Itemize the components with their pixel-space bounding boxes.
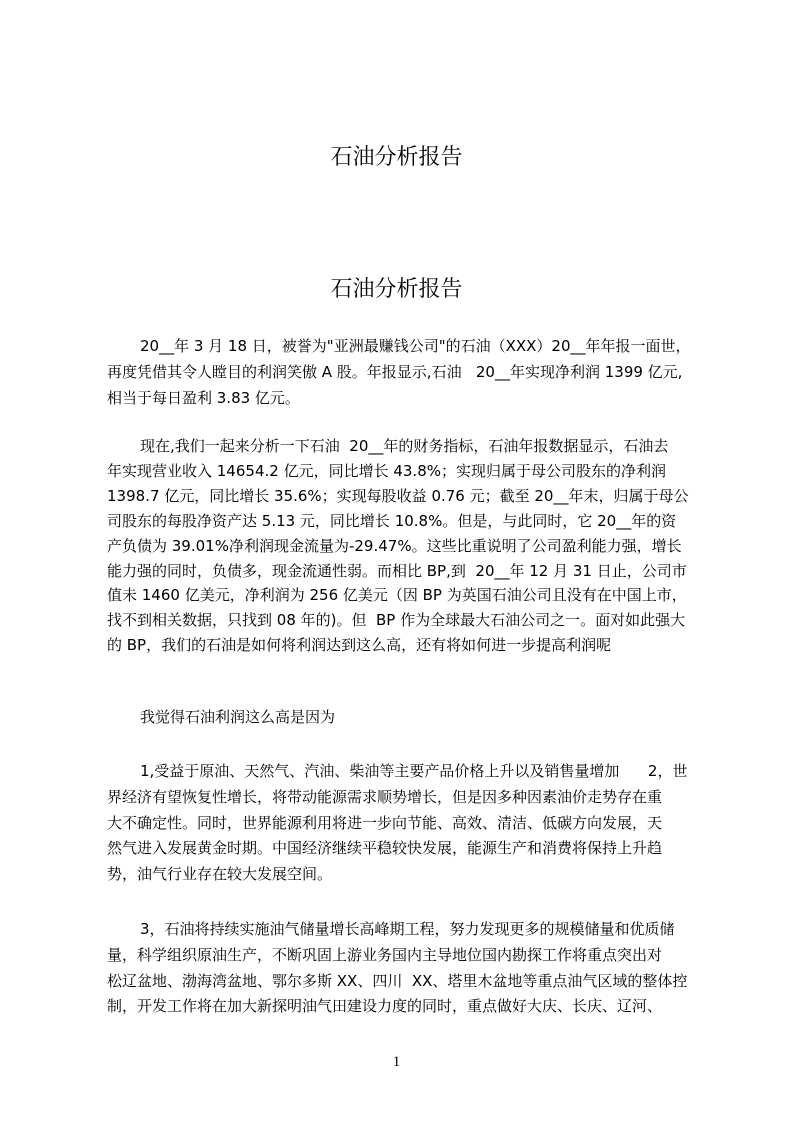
paragraph-reason-intro bbox=[107, 705, 777, 731]
text-line: 3，石油将持续实施油气储量增长高峰期工程，努力发现更多的规模储量和优质储 bbox=[140, 920, 675, 938]
text-line: 的 BP，我们的石油是如何将利润达到这么高，还有将如何进一步提高利润呢 bbox=[107, 636, 612, 655]
text-line: 司股东的每股净资产达 5.13 元，同比增长 10.8%。但是，与此同时，它 20__年的资 bbox=[107, 511, 677, 530]
document-title: 石油分析报告 bbox=[330, 277, 463, 302]
text-line: 界经济有望恢复性增长，将带动能源需求顺势增长，但是因多种因素油价走势存在重 bbox=[107, 787, 663, 806]
text-line: 相当于每日盈利 3.83 亿元。 bbox=[107, 388, 300, 407]
text-line: 能力强的同时，负债多，现金流通性弱。而相比 BP,到 20__年 12 月 31 日止，公司市 bbox=[107, 561, 687, 580]
text-line: 找不到相关数据，只找到 08 年的)。但 BP 作为全球最大石油公司之一。面对如此强大 bbox=[107, 611, 686, 630]
text-line: 产负债为 39.01%净利润现金流量为-29.47%。这些比重说明了公司盈利能力强，增长 bbox=[107, 536, 682, 555]
paragraph-financials bbox=[107, 434, 777, 658]
text-line: 现在,我们一起来分析一下石油 20__年的财务指标，石油年报数据显示，石油去 bbox=[140, 437, 669, 455]
text-line: 年实现营业收入 14654.2 亿元，同比增长 43.8%；实现归属于母公司股东的净利润 bbox=[107, 461, 666, 480]
paragraph-intro bbox=[107, 334, 777, 411]
text-line: 1398.7 亿元，同比增长 35.6%；实现每股收益 0.76 元；截至 20__年末，归属于母公 bbox=[107, 486, 689, 505]
text-line: 我觉得石油利润这么高是因为 bbox=[140, 708, 336, 726]
text-line: 20__年 3 月 18 日，被誉为"亚洲最赚钱公司"的石油（XXX）20__年年报一面世， bbox=[140, 337, 691, 355]
text-line: 制，开发工作将在加大新探明油气田建设力度的同时，重点做好大庆、长庆、辽河、 bbox=[107, 997, 663, 1016]
header-title: 石油分析报告 bbox=[330, 145, 463, 170]
text-line: 大不确定性。同时，世界能源利用将进一步向节能、高效、清洁、低碳方向发展，天 bbox=[107, 813, 663, 832]
text-line: 然气进入发展黄金时期。中国经济继续平稳较快发展，能源生产和消费将保持上升趋 bbox=[107, 839, 663, 858]
paragraph-reasons-1-2 bbox=[107, 759, 777, 888]
paragraph-reason-3 bbox=[107, 917, 777, 1020]
text-line: 值未 1460 亿美元，净利润为 256 亿美元（因 BP 为英国石油公司且没有在中国上市， bbox=[107, 586, 687, 605]
text-line: 势，油气行业存在较大发展空间。 bbox=[107, 865, 333, 884]
text-line: 松辽盆地、渤海湾盆地、鄂尔多斯 XX、四川 XX、塔里木盆地等重点油气区域的整体控 bbox=[107, 971, 688, 990]
page-number: 1 bbox=[392, 1054, 401, 1070]
text-line: 量，科学组织原油生产，不断巩固上游业务国内主导地位国内勘探工作将重点突出对 bbox=[107, 945, 663, 964]
text-line: 1,受益于原油、天然气、汽油、柴油等主要产品价格上升以及销售量增加 2，世 bbox=[140, 762, 688, 780]
text-line: 再度凭借其令人瞠目的利润笑傲 A 股。年报显示,石油 20__年实现净利润 1399 亿元, bbox=[107, 362, 683, 381]
